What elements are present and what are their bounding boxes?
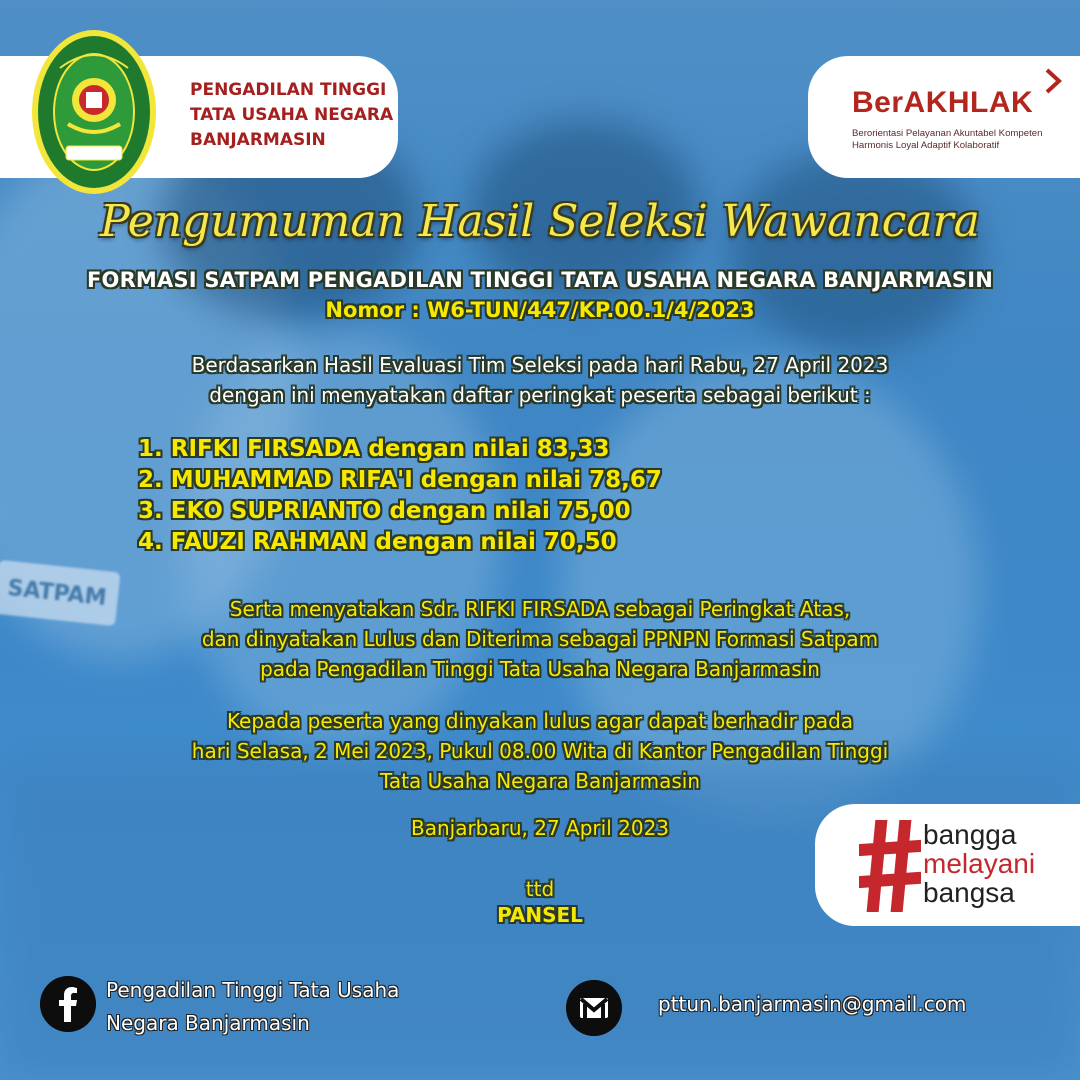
chevron-right-icon xyxy=(1043,68,1065,94)
facebook-page-link[interactable] xyxy=(106,974,399,1040)
court-seal-icon xyxy=(30,28,158,196)
result-line: dan dinyatakan Lulus dan Diterima sebagai PPNPN Formasi Satpam xyxy=(201,627,879,651)
campaign-card xyxy=(815,804,1080,926)
ranking-list xyxy=(138,434,662,558)
gmail-icon[interactable] xyxy=(566,980,622,1036)
ranking-item: 4. FAUZI RAHMAN dengan nilai 70,50 xyxy=(138,529,617,555)
intro-line: dengan ini menyatakan daftar peringkat peserta sebagai berikut : xyxy=(209,383,871,407)
facebook-page-line: Pengadilan Tinggi Tata Usaha xyxy=(106,978,400,1002)
berakhlak-card xyxy=(808,56,1080,178)
institution-name-line: TATA USAHA NEGARA xyxy=(190,105,394,125)
email-link[interactable]: pttun.banjarmasin@gmail.com xyxy=(658,992,967,1016)
signer-name: PANSEL xyxy=(497,903,583,927)
formasi-title: FORMASI SATPAM PENGADILAN TINGGI TATA USAHA NEGARA BANJARMASIN xyxy=(86,268,994,292)
attendance-paragraph xyxy=(0,706,1080,796)
place-date: Banjarbaru, 27 April 2023 xyxy=(410,816,670,840)
berakhlak-logo: BerAKHLAK xyxy=(852,86,1034,119)
attendance-line: Kepada peserta yang dinyakan lulus agar dapat berhadir pada xyxy=(226,709,854,733)
berakhlak-tagline-line: Harmonis Loyal Adaptif Kolaboratif xyxy=(852,140,1000,151)
intro-line: Berdasarkan Hasil Evaluasi Tim Seleksi pada hari Rabu, 27 April 2023 xyxy=(191,353,889,377)
campaign-line: melayani xyxy=(923,848,1036,879)
hashtag-icon xyxy=(859,820,921,912)
result-paragraph xyxy=(0,594,1080,684)
institution-name-line: PENGADILAN TINGGI xyxy=(190,80,387,100)
ranking-item: 3. EKO SUPRIANTO dengan nilai 75,00 xyxy=(138,498,631,524)
campaign-line: bangsa xyxy=(923,877,1015,908)
ranking-item: 2. MUHAMMAD RIFA'I dengan nilai 78,67 xyxy=(138,467,662,493)
ranking-item: 1. RIFKI FIRSADA dengan nilai 83,33 xyxy=(138,436,610,462)
document-number: Nomor : W6-TUN/447/KP.00.1/4/2023 xyxy=(325,298,755,322)
berakhlak-tagline-line: Berorientasi Pelayanan Akuntabel Kompeten xyxy=(852,128,1043,139)
attendance-line: Tata Usaha Negara Banjarmasin xyxy=(380,769,700,793)
facebook-icon[interactable] xyxy=(40,976,96,1032)
institution-name xyxy=(190,78,394,153)
berakhlak-tagline xyxy=(852,128,1042,152)
campaign-text xyxy=(923,820,1035,907)
attendance-line: hari Selasa, 2 Mei 2023, Pukul 08.00 Wita di Kantor Pengadilan Tinggi xyxy=(191,739,889,763)
result-line: pada Pengadilan Tinggi Tata Usaha Negara Banjarmasin xyxy=(260,657,820,681)
campaign-line: bangga xyxy=(923,819,1017,850)
headline: Pengumuman Hasil Seleksi Wawancara xyxy=(100,196,980,247)
signature-ttd: ttd xyxy=(525,877,555,901)
result-line: Serta menyatakan Sdr. RIFKI FIRSADA sebagai Peringkat Atas, xyxy=(229,597,851,621)
satpam-patch: SATPAM xyxy=(0,560,120,626)
intro-paragraph xyxy=(0,350,1080,410)
institution-name-line: BANJARMASIN xyxy=(190,130,326,150)
facebook-page-line: Negara Banjarmasin xyxy=(106,1011,310,1035)
